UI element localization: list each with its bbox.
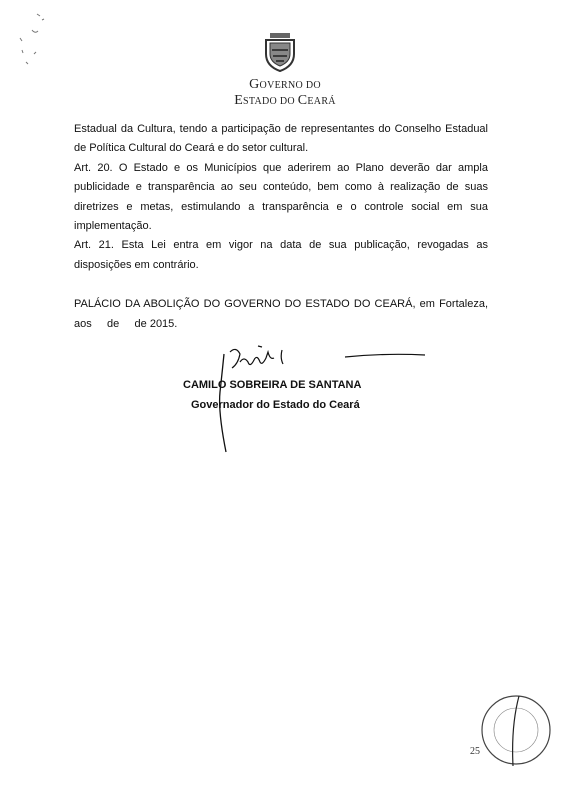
government-title-line1: GOVERNO DO [249, 77, 321, 92]
document-body [74, 120, 492, 334]
signer-block [183, 376, 383, 415]
state-crest-icon [263, 32, 297, 72]
page-number: 25 [470, 746, 480, 757]
signer-role: Governador do Estado do Ceará [191, 398, 360, 411]
government-title-line2: ESTADO DO CEARÁ [234, 93, 336, 108]
signer-name: CAMILO SOBREIRA DE SANTANA [183, 379, 362, 391]
paragraph-art-21: Art. 21. Esta Lei entra em vigor na data de sua publicação, revogadas as disposições em contrário. [74, 239, 488, 271]
procuradoria-stamp-icon [474, 690, 554, 772]
scan-marks [12, 10, 52, 70]
government-title [200, 77, 370, 109]
paragraph-palace-date: PALÁCIO DA ABOLIÇÃO DO GOVERNO DO ESTADO DO CEARÁ, em Fortaleza, aos de de 2015. [74, 298, 492, 330]
paragraph-council: Estadual da Cultura, tendo a participação de representantes do Conselho Estadual de Política Cultural do Ceará e do setor cultural. [74, 123, 488, 155]
paragraph-art-20: Art. 20. O Estado e os Municípios que aderirem ao Plano deverão dar ampla publicidade e transparência ao seu conteúdo, bem como à realização de suas diretrizes e metas, estimulando a transparência e o controle social em sua implementação. [74, 161, 488, 233]
